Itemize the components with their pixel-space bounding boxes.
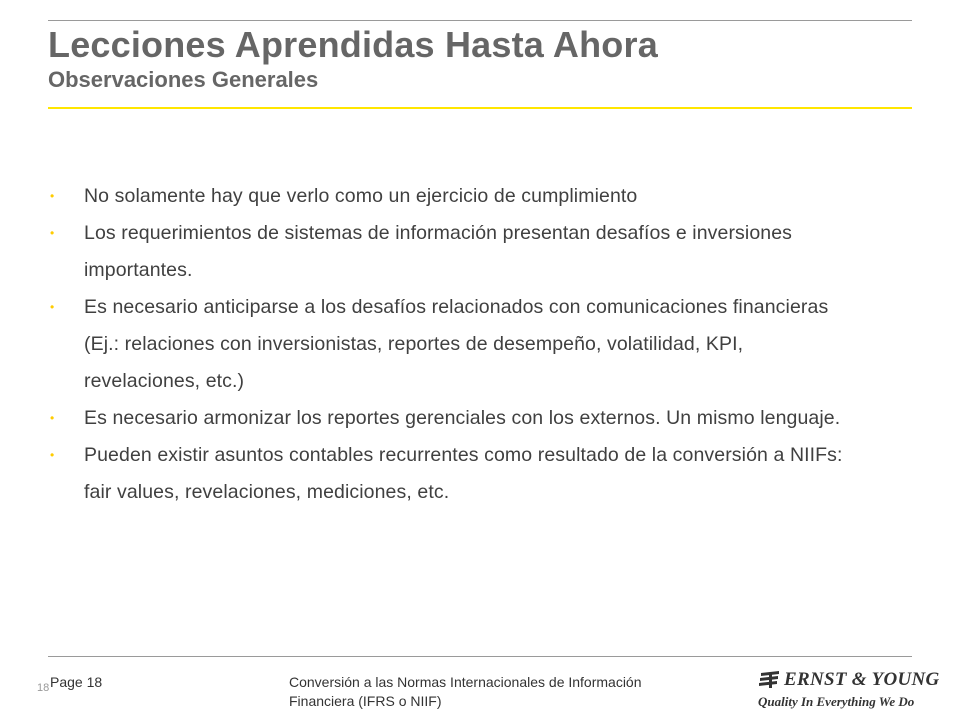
bullet-dot-icon: • bbox=[50, 189, 55, 203]
footer-rule bbox=[48, 656, 912, 657]
top-rule bbox=[48, 20, 912, 21]
slide-number: 18 bbox=[37, 682, 50, 694]
page-label: Page 18 bbox=[50, 674, 103, 690]
bullet-text: Los requerimientos de sistemas de información presentan desafíos e inversiones importantes. bbox=[84, 222, 793, 281]
bullet-item bbox=[48, 178, 848, 215]
bullet-text: Es necesario armonizar los reportes gerenciales con los externos. Un mismo lenguaje. bbox=[84, 407, 841, 429]
bullet-dot-icon: • bbox=[50, 448, 55, 462]
bullet-item bbox=[48, 400, 848, 437]
logo-name: ERNST & YOUNG bbox=[784, 669, 940, 690]
title-underline bbox=[48, 107, 912, 109]
bullet-list bbox=[48, 178, 848, 511]
bullet-item bbox=[48, 215, 848, 289]
bullet-item bbox=[48, 289, 848, 400]
bullet-text: No solamente hay que verlo como un ejercicio de cumplimiento bbox=[84, 185, 638, 207]
logo-tagline: Quality In Everything We Do bbox=[758, 694, 915, 709]
bullet-item bbox=[48, 437, 848, 511]
footer-document-title bbox=[289, 673, 689, 711]
ey-logo-mark-icon bbox=[757, 671, 781, 689]
slide-subtitle: Observaciones Generales bbox=[48, 67, 319, 92]
slide-title: Lecciones Aprendidas Hasta Ahora bbox=[48, 24, 658, 65]
bullet-dot-icon: • bbox=[50, 411, 55, 425]
bullet-dot-icon: • bbox=[50, 300, 55, 314]
ernst-young-logo bbox=[757, 668, 940, 712]
footer-title-line-1: Conversión a las Normas Internacionales de Información bbox=[289, 674, 642, 690]
bullet-text: Pueden existir asuntos contables recurrentes como resultado de la conversión a NIIFs: fair values, revelaciones, mediciones, etc. bbox=[84, 444, 843, 503]
footer-title-line-2: Financiera (IFRS o NIIF) bbox=[289, 693, 442, 709]
bullet-text: Es necesario anticiparse a los desafíos relacionados con comunicaciones financieras (Ej.: relaciones con inversionistas, reportes de desempeño, volatilidad, KPI, revelaciones, etc.) bbox=[84, 296, 829, 392]
bullet-dot-icon: • bbox=[50, 226, 55, 240]
